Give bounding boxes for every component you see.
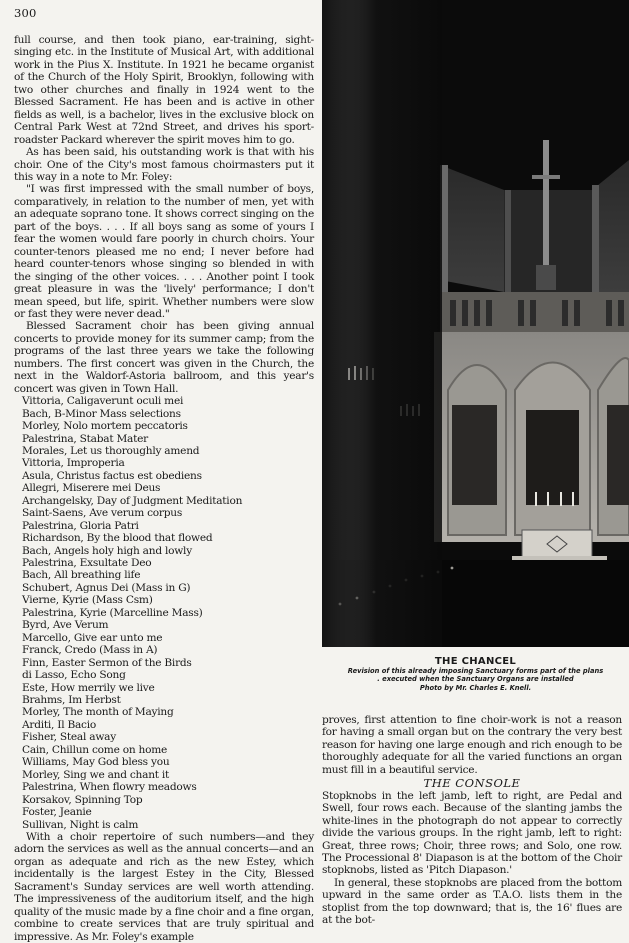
- program-item: Korsakov, Spinning Top: [22, 793, 143, 806]
- program-item: Brahms, Im Herbst: [22, 694, 121, 707]
- tapestry-right: [607, 405, 629, 505]
- program-item: Franck, Credo (Mass in A): [22, 644, 158, 657]
- program-item: Palestrina, When flowry meadows: [22, 781, 197, 794]
- program-item: Byrd, Ave Verum: [22, 619, 109, 632]
- body-paragraph: In general, these stopknobs are placed from the bottom upward in the same order as T.A.O. lists them in the stoplist from the top downward; that is, the 16' flues are at the bot-: [322, 876, 622, 927]
- program-item: Morley, Nolo mortem peccatoris: [22, 420, 188, 433]
- program-item: di Lasso, Echo Song: [22, 669, 126, 682]
- program-item: Bach, All breathing life: [22, 569, 141, 582]
- body-paragraph: As has been said, his outstanding work is that with his choir. One of the City's most famous choirmasters put it this way in a note to Mr. Foley:: [14, 146, 314, 183]
- caption-credit: Photo by Mr. Charles E. Knell.: [419, 683, 532, 692]
- program-item: Bach, B-Minor Mass selections: [22, 407, 181, 420]
- right-column: [322, 714, 622, 927]
- caption-title: THE CHANCEL: [434, 656, 517, 667]
- body-paragraph: proves, first attention to fine choir-work is not a reason for having a small organ but on the contrary the very best reason for having one large enough and rich enough to be thoroughly adequate for all the varied functions an organ must fill in a beautiful service.: [322, 714, 622, 776]
- program-item: Palestrina, Exsultate Deo: [22, 557, 152, 570]
- program-item: Arditi, Il Bacio: [22, 718, 97, 731]
- program-item: Fisher, Steal away: [22, 731, 116, 744]
- page-number: 300: [14, 6, 37, 20]
- body-paragraph: Blessed Sacrament choir has been giving annual concerts to provide money for its summer camp; from the programs of the last three years we take the following numbers. The first concert was given in the Church, the next in the Waldorf-Astoria ballroom, and this year's concert was given in Town Hall.: [14, 320, 314, 395]
- program-item: Vittoria, Improperia: [22, 457, 125, 470]
- program-item: Schubert, Agnus Dei (Mass in G): [22, 581, 191, 594]
- program-item: Allegri, Miserere mei Deus: [22, 482, 161, 495]
- chancel-photograph: [322, 0, 629, 647]
- left-column: [14, 34, 314, 943]
- light-haze: [322, 0, 442, 647]
- program-item: Palestrina, Kyrie (Marcelline Mass): [22, 606, 203, 619]
- program-item: Este, How merrily we live: [22, 681, 155, 694]
- program-item: Morley, Sing we and chant it: [22, 768, 170, 781]
- program-item: Sullivan, Night is calm: [22, 818, 139, 831]
- caption-line: . executed when the Sanctuary Organs are installed: [377, 675, 574, 684]
- program-item: Finn, Easter Sermon of the Birds: [22, 656, 192, 669]
- program-item: Cain, Chillun come on home: [22, 743, 168, 756]
- program-item: Morales, Let us thoroughly amend: [22, 444, 200, 457]
- program-item: Vittoria, Caligaverunt oculi mei: [22, 395, 184, 408]
- program-item: Morley, The month of Maying: [22, 706, 174, 719]
- body-paragraph: Stopknobs in the left jamb, left to right, are Pedal and Swell, four rows each. Because of the slanting jambs the white-lines in the photograph do not appear to correctly divide the various groups. In the right jamb, left to right: Great, three rows; Choir, three rows; and Solo, one row. The Processional 8' Diapason is at the bottom of the Choir stopknobs, listed as 'Pitch Diapason.': [322, 789, 622, 877]
- block-quote: "I was first impressed with the small number of boys, comparatively, in relation to the number of men, yet with an adequate soprano tone. It shows correct singing on the part of the boys. . . . If all boys sang as some of yours I fear the women would fare poorly in church choirs. Your counter-tenors pleased me no end; I never before had heard counter-tenors whose singing so blended in with the singing of the other voices. . . . Another point I took great pleasure in was the 'lively' performance; I don't mean speed, but life, spirit. Whether numbers were slow or fast they were never dead.": [14, 183, 314, 320]
- photo-caption: [322, 656, 629, 692]
- caption-line: Revision of this already imposing Sanctuary forms part of the plans: [347, 667, 604, 675]
- program-item: Williams, May God bless you: [22, 756, 170, 769]
- program-item: Archangelsky, Day of Judgment Meditation: [22, 494, 243, 507]
- program-item: Palestrina, Gloria Patri: [22, 519, 139, 532]
- program-item: Foster, Jeanie: [22, 806, 92, 819]
- program-item: Asula, Christus factus est obediens: [22, 469, 202, 482]
- program-item: Saint-Saens, Ave verum corpus: [22, 507, 183, 520]
- tapestry-center: [526, 410, 579, 505]
- program-item: Vierne, Kyrie (Mass Csm): [22, 594, 153, 607]
- program-item: Marcello, Give ear unto me: [22, 631, 163, 644]
- program-item: Palestrina, Stabat Mater: [22, 432, 148, 445]
- program-item: Bach, Angels holy high and lowly: [22, 544, 192, 557]
- concert-program-list: [14, 395, 314, 831]
- altar: [522, 530, 592, 558]
- tapestry-left: [452, 405, 497, 505]
- chancel-illustration: [322, 0, 629, 647]
- section-heading: THE CONSOLE: [423, 776, 521, 791]
- body-paragraph: full course, and then took piano, ear-training, sight-singing etc. in the Institute of Musical Art, with additional work in the Pius X. Institute. In 1921 he became organist of the Church of the Holy Spirit, Brooklyn, following with two other churches and finally in 1924 went to the Blessed Sacrament. He has been and is active in other fields as well, is a bachelor, lives in the exclusive block on Central Park West at 72nd Street, and drives his sport-roadster Packard wherever the spirit moves him to go.: [14, 34, 314, 146]
- body-paragraph: With a choir repertoire of such numbers—and they adorn the services as well as the annual concerts—and an organ as adequate and rich as the new Estey, which incidentally is the largest Estey in the City, Blessed Sacrament's Sunday services are well worth attending. The impressiveness of the auditorium itself, and the high quality of the music made by a fine choir and a fine organ, combine to create services that are truly spiritual and impressive. As Mr. Foley's example: [14, 831, 314, 943]
- program-item: Richardson, By the blood that flowed: [22, 532, 213, 545]
